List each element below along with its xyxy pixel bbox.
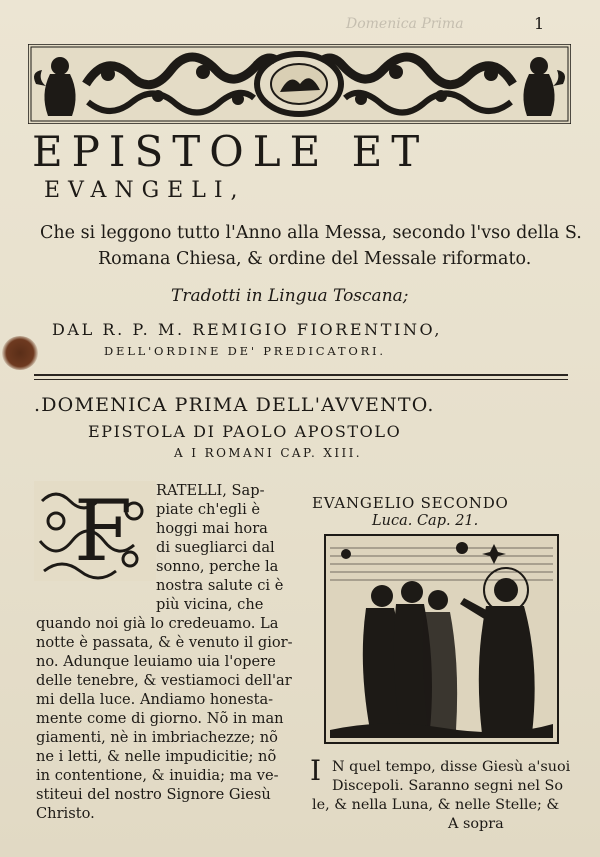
epistle-line: mi della luce. Andiamo honesta-	[36, 691, 274, 708]
subtitle-line-1: Che si leggono tutto l'Anno alla Messa, secondo l'vso della S.	[40, 223, 582, 243]
divider-rule	[34, 374, 568, 376]
woodcut-illustration	[324, 534, 559, 744]
gospel-line: A sopra	[448, 816, 504, 832]
epistle-line: no. Adunque leuiamo uia l'opere	[36, 653, 276, 670]
author-line: DAL R. P. M. REMIGIO FIORENTINO,	[52, 320, 443, 339]
epistle-line: hoggi mai hora	[156, 520, 268, 537]
epistle-heading: EPISTOLA DI PAOLO APOSTOLO	[88, 422, 402, 441]
epistle-line: quando noi già lo credeuamo. La	[36, 615, 279, 632]
gospel-initial-letter: I	[310, 754, 322, 787]
divider-rule-thin	[34, 379, 568, 380]
ornamental-banner-woodcut	[28, 44, 571, 124]
epistle-line: più vicina, che	[156, 596, 264, 613]
epistle-line: piate ch'egli è	[156, 501, 261, 518]
author-order: DELL'ORDINE DE' PREDICATORI.	[104, 344, 386, 358]
gospel-subheading: Luca. Cap. 21.	[372, 513, 479, 529]
bleed-through-header: Domenica Prima	[346, 16, 464, 32]
epistle-line: nostra salute ci è	[156, 577, 284, 594]
ink-stain	[2, 336, 38, 370]
epistle-line: di suegliarci dal	[156, 539, 275, 556]
translation-note: Tradotti in Lingua Toscana;	[171, 286, 409, 306]
gospel-heading: EVANGELIO SECONDO	[312, 494, 509, 512]
epistle-line: delle tenebre, & vestiamoci dell'ar	[36, 672, 292, 689]
gospel-line: le, & nella Luna, & nelle Stelle; &	[312, 797, 560, 813]
epistle-line: sonno, perche la	[156, 558, 279, 575]
epistle-line: Christo.	[36, 805, 95, 822]
epistle-line: stiteui del nostro Signore Giesù	[36, 786, 271, 803]
epistle-line: notte è passata, & è venuto il gior-	[36, 634, 293, 651]
epistle-line: in contentione, & inuidia; ma ve-	[36, 767, 279, 784]
initial-letter: F	[74, 482, 133, 580]
title-line-1: EPISTOLE ET	[32, 127, 429, 176]
epistle-line: mente come di giorno. Nõ in man	[36, 710, 284, 727]
epistle-line: RATELLI, Sap-	[156, 482, 265, 499]
gospel-line: Discepoli. Saranno segni nel So	[332, 778, 564, 794]
epistle-subheading: A I ROMANI CAP. XIII.	[174, 446, 363, 460]
gospel-line: N quel tempo, disse Giesù a'suoi	[332, 759, 571, 775]
section-heading: .DOMENICA PRIMA DELL'AVVENTO.	[34, 394, 435, 416]
page-number: 1	[534, 14, 545, 33]
epistle-line: ne i letti, & nelle impudicitie; nõ	[36, 748, 277, 765]
decorated-initial	[34, 481, 156, 581]
title-line-2: EVANGELI,	[44, 178, 246, 203]
subtitle-line-2: Romana Chiesa, & ordine del Messale riformato.	[98, 249, 532, 269]
epistle-line: giamenti, nè in imbriachezze; nõ	[36, 729, 278, 746]
